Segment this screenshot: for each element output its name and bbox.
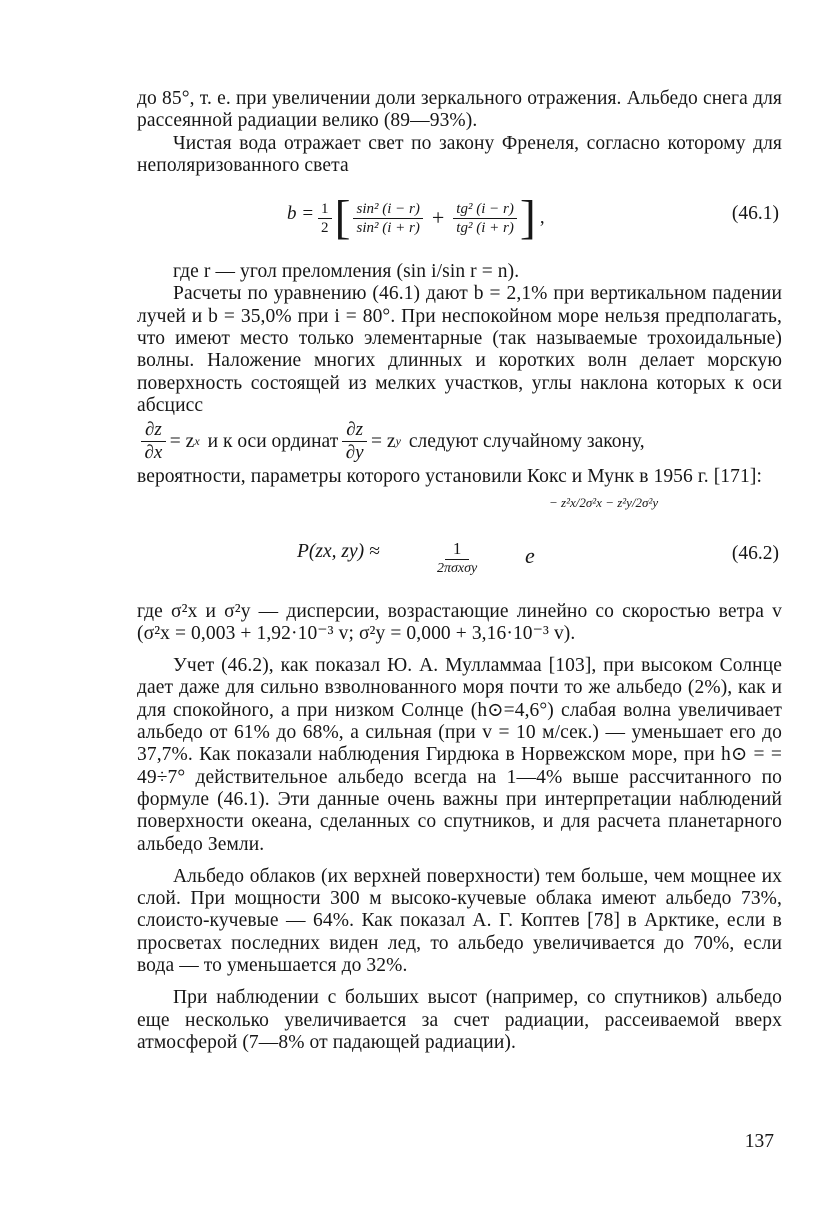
eq-zx: = z xyxy=(169,430,195,452)
text-ordinate: и к оси ординат xyxy=(207,430,339,452)
dz-dx-num: ∂z xyxy=(141,419,166,442)
eq1-comma: , xyxy=(539,207,545,229)
eq2-fraction xyxy=(437,539,477,578)
paragraph-7: Альбедо облаков (их верхней поверхности) тем больше, чем мощнее их слой. При мощности 300 м высоко-кучевые облака имеют альбедо 73%, слоисто-кучевые — 64%. Как показал А. Г. Коптев [78] в Арктике, если в просветах последних виден лед, то альбедо увеличивается до 70%, если вода — то уменьшается до 32%. xyxy=(137,865,782,977)
paragraph-5: где σ²x и σ²y — дисперсии, возрастающие линейно со скоростью ветра v (σ²x = 0,003 + 1,92·10⁻³ v; σ²y = 0,000 + 3,16·10⁻³ v). xyxy=(137,600,782,644)
sub-x: x xyxy=(194,434,200,449)
eq2-num: 1 xyxy=(445,539,470,560)
paragraph-8: При наблюдении с больших высот (например, со спутников) альбедо еще несколько увеличивается за счет радиации, рассеиваемой вверх атмосферой (7—8% от падающей радиации). xyxy=(137,987,782,1053)
eq1-term2 xyxy=(453,200,517,237)
eq2-exponent: − z²x/2σ²x − z²y/2σ²y xyxy=(549,494,659,510)
eq1-plus: + xyxy=(431,205,445,231)
eq1-term1 xyxy=(353,200,422,237)
eq2-lhs: P(zx, zy) ≈ xyxy=(297,540,380,562)
page-number: 137 xyxy=(744,1131,774,1152)
eq1-term2-num: tg² (i − r) xyxy=(453,200,517,219)
dz-dy-den: ∂y xyxy=(345,442,364,464)
derivative-line xyxy=(137,419,782,464)
dz-dx-fraction xyxy=(141,419,166,464)
eq-zy: = z xyxy=(371,430,396,452)
eq1-body xyxy=(315,187,545,249)
eq1-term1-num: sin² (i − r) xyxy=(353,200,422,219)
equation-number: (46.1) xyxy=(731,203,779,225)
paragraph-4: Расчеты по уравнению (46.1) дают b = 2,1% при вертикальном падении лучей и b = 35,0% при i = 80°. При неспокойном море нельзя предполагать, что имеют место только элементарные (так называемые трохоидальные) волны. Наложение многих длинных и коротких волн делает морскую поверхность состоящей из мелких участков, углы наклона которых к оси абсцисс xyxy=(137,283,782,416)
dz-dy-num: ∂z xyxy=(342,419,367,442)
eq1-term1-den: sin² (i + r) xyxy=(356,219,420,236)
eq1-half-num: 1 xyxy=(318,200,332,219)
eq1-term2-den: tg² (i + r) xyxy=(456,219,514,236)
eq2-e: e xyxy=(525,542,535,568)
text-random-law: следуют случайному закону, xyxy=(408,430,645,452)
equation-46-1 xyxy=(137,187,782,249)
paragraph-1: до 85°, т. е. при увеличении доли зеркального отражения. Альбедо снега для рассеянной радиации велико (89—93%). xyxy=(137,88,782,132)
paragraph-6: Учет (46.2), как показал Ю. А. Мулламмаа [103], при высоком Солнце дает даже для сильно взволнованного моря почти то же альбедо (2%), как и для спокойного, а при низком Солнце (h⊙=4,6°) слабая волна увеличивает альбедо от 61% до 68%, а сильная (при v = 10 м/сек.) — уменьшает его до 37,7%. Как показали наблюдения Гирдюка в Норвежском море, при h⊙ = = 49÷7° действительное альбедо всегда на 1—4% выше рассчитанного по формуле (46.1). Эти данные очень важны при интерпретации наблюдений поверхности океана, сделанных со спутников, и для расчета планетарного альбедо Земли. xyxy=(137,655,782,855)
dz-dx-den: ∂x xyxy=(144,442,163,464)
page-body xyxy=(137,88,782,1054)
eq2-den: 2πσxσy xyxy=(437,560,478,576)
sub-y: y xyxy=(395,434,401,449)
paragraph-3: где r — угол преломления (sin i/sin r = n). xyxy=(173,261,520,283)
eq1-half xyxy=(318,200,332,237)
dz-dy-fraction xyxy=(342,419,367,464)
eq1-lhs: b = xyxy=(287,203,315,225)
eq1-half-den: 2 xyxy=(321,219,329,236)
paragraph-2: Чистая вода отражает свет по закону Френеля, согласно которому для неполяризованного света xyxy=(137,132,782,176)
equation-46-2 xyxy=(137,495,782,589)
equation-number-2: (46.2) xyxy=(731,542,779,564)
right-bracket: ] xyxy=(519,191,536,245)
paragraph-4-end: вероятности, параметры которого установили Кокс и Мунк в 1956 г. [171]: xyxy=(137,466,762,488)
left-bracket: [ xyxy=(334,191,351,245)
